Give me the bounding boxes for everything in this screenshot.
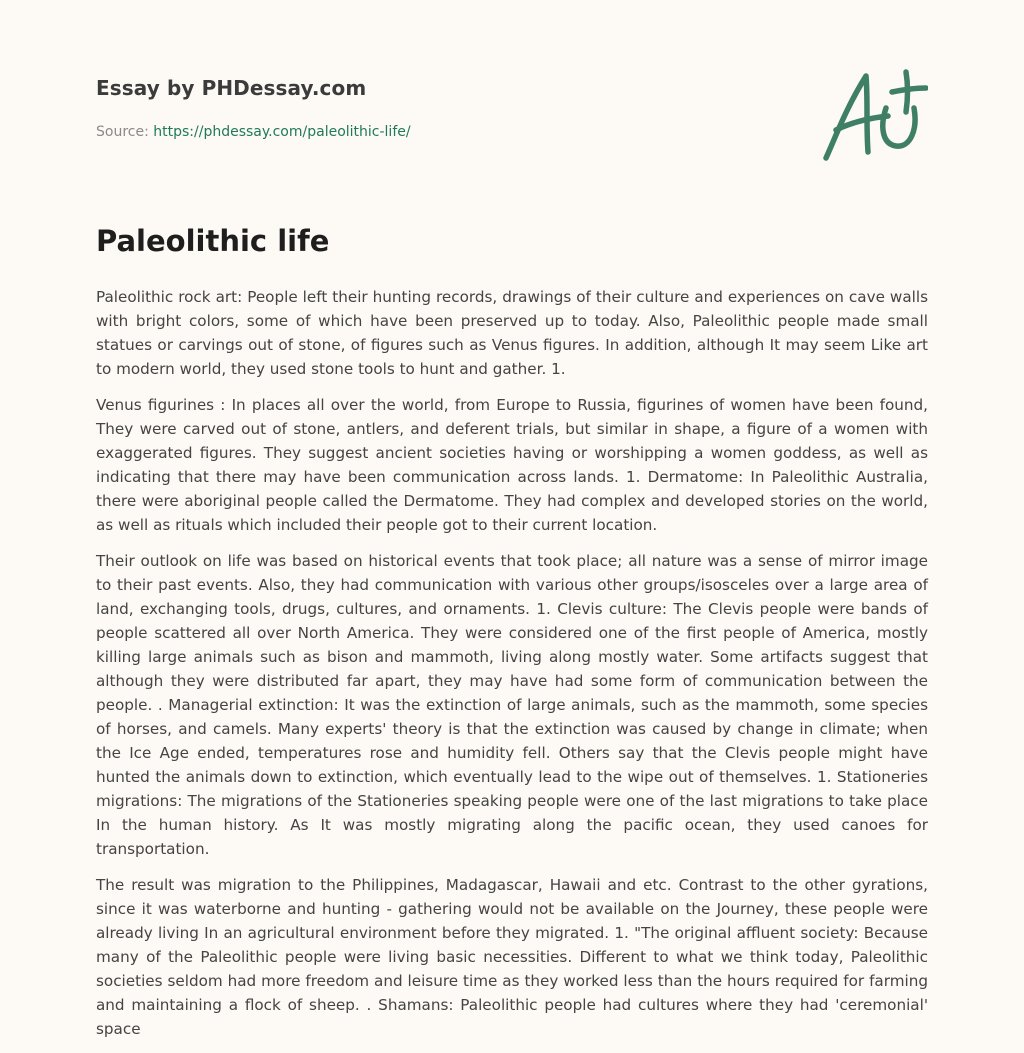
source-label: Source: — [96, 124, 154, 140]
essay-paragraph: Venus figurines : In places all over the world, from Europe to Russia, figurines of women have been found, They were carved out of stone, antlers, and deferent trials, but similar in shape, a figure of a women with exaggerated figures. They suggest ancient societies having or worshipping a women goddess, as well as indicating that there may have been communication across lands. 1. Dermatome: In Paleolithic Australia, there were aboriginal people called the Dermatome. They had complex and developed stories on the world, as well as rituals which included their people got to their current location. — [96, 396, 928, 534]
a-plus-icon — [822, 66, 928, 166]
brand-title: Essay by PHDessay.com — [96, 76, 367, 100]
source-line — [96, 124, 411, 140]
source-link[interactable]: https://phdessay.com/paleolithic-life/ — [153, 124, 411, 140]
essay-paragraph: Paleolithic rock art: People left their hunting records, drawings of their culture and experiences on cave walls with bright colors, some of which have been preserved up to today. Also, Paleolithic people made small statues or carvings out of stone, of figures such as Venus figures. In addition, although It may seem Like art to modern world, they used stone tools to hunt and gather. 1. — [96, 288, 928, 378]
essay-title: Paleolithic life — [96, 224, 330, 258]
essay-paragraph: Their outlook on life was based on historical events that took place; all nature was a sense of mirror image to their past events. Also, they had communication with various other groups/isosceles over a large area of land, exchanging tools, drugs, cultures, and ornaments. 1. Clevis culture: The Clevis people were bands of people scattered all over North America. They were considered one of the first people of America, mostly killing large animals such as bison and mammoth, living along mostly water. Some artifacts suggest that although they were distributed far apart, they may have had some form of communication between the people. . Managerial extinction: It was the extinction of large animals, such as the mammoth, some species of horses, and camels. Many experts' theory is that the extinction was caused by change in climate; when the Ice Age ended, temperatures rose and humidity fell. Others say that the Clevis people might have hunted the animals down to extinction, which eventually lead to the wipe out of themselves. 1. Stationeries migrations: The migrations of the Stationeries speaking people were one of the last migrations to take place In the human history. As It was mostly migrating along the pacific ocean, they used canoes for transportation. — [96, 552, 928, 858]
essay-paragraph: The result was migration to the Philippines, Madagascar, Hawaii and etc. Contrast to the other gyrations, since it was waterborne and hunting - gathering would not be available on the Journey, these people were already living In an agricultural environment before they migrated. 1. "The original affluent society: Because many of the Paleolithic people were living basic necessities. Different to what we think today, Paleolithic societies seldom had more freedom and leisure time as they worked less than the hours required for farming and maintaining a flock of sheep. . Shamans: Paleolithic people had cultures where they had 'ceremonial' space — [96, 876, 928, 1038]
essay-body — [96, 285, 928, 1053]
header — [96, 0, 928, 200]
